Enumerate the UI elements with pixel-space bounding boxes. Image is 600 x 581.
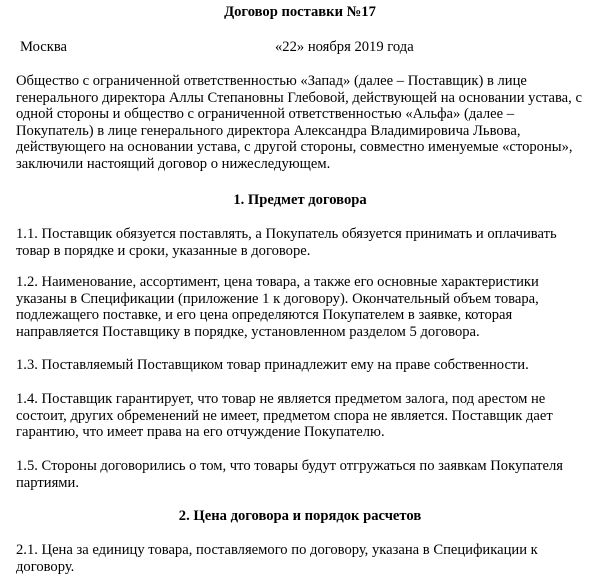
clause-line: 1.4. Поставщик гарантирует, что товар не является предметом залога, под арестом не	[16, 391, 546, 407]
clause-line: партиями.	[16, 474, 79, 491]
clause-line: товар в порядке и сроки, указанные в договоре.	[16, 242, 311, 259]
clause-1-5	[16, 458, 590, 491]
section-2-heading: 2. Цена договора и порядок расчетов	[178, 508, 422, 524]
section-1-heading: 1. Предмет договора	[233, 192, 367, 208]
clause-1-3	[16, 357, 590, 374]
clause-line: 2.1. Цена за единицу товара, поставляемого по договору, указана в Спецификации к	[16, 542, 538, 558]
clause-line: направляется Поставщику в порядке, установленном разделом 5 договора.	[16, 323, 480, 340]
clause-1-4	[16, 391, 590, 441]
clause-1-1	[16, 226, 590, 259]
intro-line: действующего на основании устава, с другой стороны, совместно именуемые «стороны»,	[16, 139, 573, 156]
clause-line: 1.5. Стороны договорились о том, что товары будут отгружаться по заявкам Покупателя	[16, 458, 564, 474]
clause-line: гарантию, что имеет права на его отчуждение Покупателю.	[16, 424, 385, 441]
intro-line: генерального директора Аллы Степановны Глебовой, действующей на основании устава, с	[16, 89, 582, 106]
contract-date: «22» ноября 2019 года	[275, 39, 414, 55]
clause-line: 1.1. Поставщик обязуется поставлять, а Покупатель обязуется принимать и оплачивать	[16, 226, 557, 242]
document-title: Договор поставки №17	[224, 4, 376, 20]
intro-paragraph	[16, 73, 590, 173]
clause-line: состоит, других обременений не имеет, предметом спора не является. Поставщик дает	[16, 407, 553, 424]
clause-line: указаны в Спецификации (приложение 1 к договору). Окончательный объем товара,	[16, 290, 539, 307]
clause-1-2	[16, 274, 590, 340]
clause-line: договору.	[16, 558, 75, 575]
clause-2-1	[16, 542, 590, 575]
intro-line: заключили настоящий договор о нижеследующем.	[16, 155, 331, 172]
clause-line: 1.2. Наименование, ассортимент, цена товара, а также его основные характеристики	[16, 274, 539, 290]
clause-line: подлежащего поставке, и его цена определяются Покупателем в заявке, которая	[16, 307, 513, 324]
contract-city: Москва	[20, 39, 68, 55]
intro-line: Общество с ограниченной ответственностью «Запад» (далее – Поставщик) в лице	[16, 73, 527, 89]
intro-line: Покупатель) в лице генерального директора Александра Владимировича Львова,	[16, 122, 521, 139]
intro-line: одной стороны и общество с ограниченной ответственностью «Альфа» (далее –	[16, 106, 515, 123]
clause-line: 1.3. Поставляемый Поставщиком товар принадлежит ему на праве собственности.	[16, 357, 529, 373]
